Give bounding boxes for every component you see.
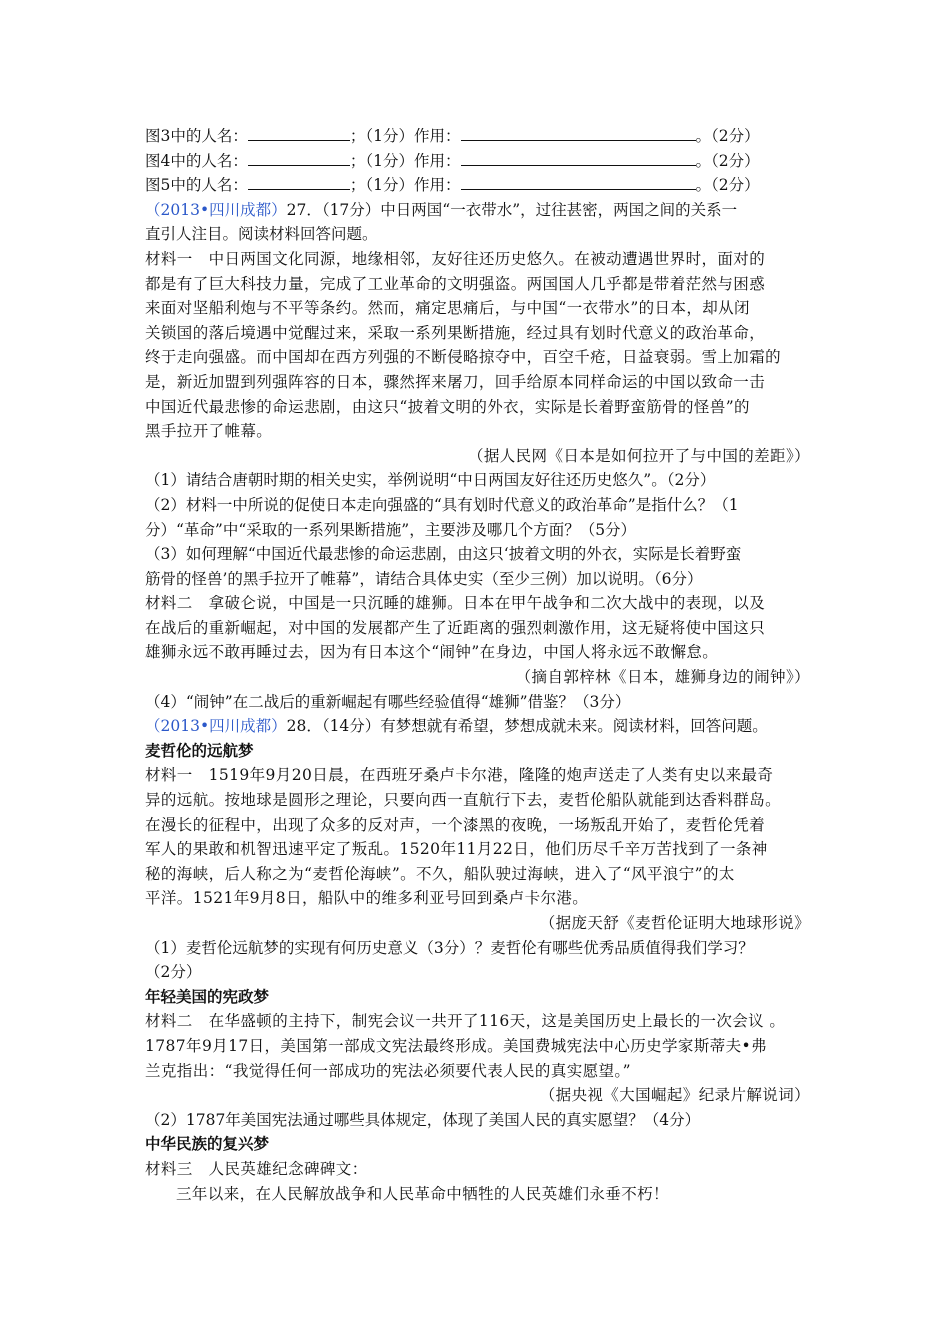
q28-question-2: （2）1787年美国宪法通过哪些具体规定，体现了美国人民的真实愿望？（4分） (145, 1110, 701, 1129)
q27-question-4: （4）“闹钟”在二战后的重新崛起有哪些经验值得“雄狮”借鉴？（3分） (145, 692, 631, 711)
q28-material2-line: 兰克指出：“我觉得任何一部成功的宪法必须要代表人民的真实愿望。” (145, 1061, 631, 1080)
effect-blank[interactable] (461, 151, 696, 166)
q28-source[interactable]: （2013•四川成都） (145, 717, 287, 736)
q27-header (145, 198, 810, 223)
q27-material2-line: 材料二 拿破仑说，中国是一只沉睡的雄狮。日本在甲午战争和二次大战中的表现，以及 (145, 594, 766, 613)
q28-material1-line: 在漫长的征程中，出现了众多的反对声，一个漆黑的夜晚，一场叛乱开始了，麦哲伦凭着 (145, 815, 766, 834)
q28-material1-line: 秘的海峡，后人称之为“麦哲伦海峡”。不久，船队驶过海峡，进入了“风平浪宁”的太 (145, 864, 735, 883)
q28-material2-line: 材料二 在华盛顿的主持下，制宪会议一共开了116天，这是美国历史上最长的一次会议 。 (145, 1012, 786, 1031)
q27-head-line2: 直引人注目。阅读材料回答问题。 (145, 225, 378, 244)
section-title: 麦哲伦的远航梦 (145, 741, 254, 760)
row-label: 图3中的人名： (145, 127, 248, 145)
fill-row (145, 124, 810, 149)
q27-material2-line: 在战后的重新崛起，对中国的发展都产生了近距离的强烈刺激作用，这无疑将使中国这只 (145, 618, 766, 637)
section-title: 年轻美国的宪政梦 (145, 987, 270, 1006)
q28-question-1: （1）麦哲伦远航梦的实现有何历史意义（3分）？麦哲伦有哪些优秀品质值得我们学习？ (145, 938, 754, 957)
q27-question: （3）如何理解“中国近代最悲惨的命运悲剧，由这只‘披着文明的外衣，实际是长着野蛮 (145, 545, 742, 564)
q27-material1-line: 都是有了巨大科技力量，完成了工业革命的文明强盗。两国国人几乎都是带着茫然与困惑 (145, 274, 766, 293)
fill-row (145, 149, 810, 174)
row-label: 图4中的人名： (145, 151, 248, 170)
document-page (145, 124, 810, 1206)
q27-material1-line: 关锁国的落后境遇中觉醒过来，采取一系列果断措施，经过具有划时代意义的政治革命， (145, 323, 766, 342)
q28-header (145, 714, 810, 739)
q27-material1-line: 终于走向强盛。而中国却在西方列强的不断侵略掠夺中，百空千疮，日益衰弱。雪上加霜的 (145, 348, 782, 367)
effect-blank[interactable] (461, 175, 696, 190)
q28-question-1-cont: （2分） (145, 963, 202, 982)
q27-material2-line: 雄狮永远不敢再睡过去，因为有日本这个“闹钟”在身边，中国人将永远不敢懈怠。 (145, 643, 719, 662)
q27-material1-line: 材料一 中日两国文化同源，地缘相邻，友好往还历史悠久。在被动遭遇世界时，面对的 (145, 249, 766, 268)
q27-question: 筋骨的怪兽’的黑手拉开了帷幕”，请结合具体史实（至少三例）加以说明。（6分） (145, 569, 703, 588)
row-end: 。（2分） (695, 127, 760, 145)
q28-material1-line: 平洋。1521年9月8日，船队中的维多利亚号回到桑卢卡尔港。 (145, 889, 589, 908)
q28-material2-source: （据央视《大国崛起》纪录片解说词） (539, 1086, 810, 1105)
q27-question: 分）“革命”中“采取的一系列果断措施”，主要涉及哪几个方面？（5分） (145, 520, 637, 539)
q28-material1-source: （据庞天舒《麦哲伦证明大地球形说》 (539, 914, 810, 932)
q28-material1-line: 军人的果敢和机智迅速平定了叛乱。1520年11月22日，他们历尽千辛万苦找到了一条神 (145, 840, 768, 859)
q27-material1-line: 来面对坚船利炮与不平等条约。然而，痛定思痛后，与中国“一衣带水”的日本，却从闭 (145, 299, 750, 318)
q27-head: 27．（17分）中日两国“一衣带水”，过往甚密，两国之间的关系一 (286, 200, 738, 219)
q27-material1-line: 是，新近加盟到列强阵容的日本，骤然挥来屠刀，回手给原本同样命运的中国以致命一击 (145, 372, 766, 391)
name-blank[interactable] (248, 151, 350, 166)
q27-question: （2）材料一中所说的促使日本走向强盛的“具有划时代意义的政治革命”是指什么？（1 (145, 495, 739, 514)
row-end: 。（2分） (695, 176, 760, 195)
q27-material1-source: （据人民网《日本是如何拉开了与中国的差距》） (467, 446, 810, 465)
q28-material3-head: 材料三 人民英雄纪念碑碑文： (145, 1159, 368, 1178)
row-sep: ；（1分）作用： (349, 151, 461, 170)
fill-row (145, 173, 810, 198)
row-sep: ；（1分）作用： (349, 127, 461, 145)
q28-material1-line: 材料一 1519年9月20日晨，在西班牙桑卢卡尔港，隆隆的炮声送走了人类有史以来最奇 (145, 766, 774, 785)
name-blank[interactable] (248, 126, 350, 141)
row-end: 。（2分） (695, 151, 760, 170)
q27-source[interactable]: （2013•四川成都） (145, 200, 287, 219)
q28-material2-line: 1787年9月17日，美国第一部成文宪法最终形成。美国费城宪法中心历史学家斯蒂夫•弗 (145, 1036, 767, 1055)
q27-material2-source: （摘自郭梓林《日本，雄狮身边的闹钟》） (515, 668, 810, 687)
name-blank[interactable] (248, 175, 350, 190)
q28-material1-line: 异的远航。按地球是圆形之理论，只要向西一直航行下去，麦哲伦船队就能到达香料群岛。 (145, 791, 782, 810)
q28-material3-body: 三年以来，在人民解放战争和人民革命中牺牲的人民英雄们永垂不朽！ (176, 1184, 669, 1203)
q27-material1-line: 中国近代最悲惨的命运悲剧，由这只“披着文明的外衣，实际是长着野蛮筋骨的怪兽”的 (145, 397, 750, 416)
row-sep: ；（1分）作用： (349, 176, 461, 195)
q27-question: （1）请结合唐朝时期的相关史实，举例说明“中日两国友好往还历史悠久”。（2分） (145, 471, 716, 490)
q28-head: 28．（14分）有梦想就有希望，梦想成就未来。阅读材料，回答问题。 (286, 717, 768, 736)
section-title: 中华民族的复兴梦 (145, 1135, 270, 1154)
row-label: 图5中的人名： (145, 176, 248, 195)
effect-blank[interactable] (461, 126, 696, 141)
q27-material1-line: 黑手拉开了帷幕。 (145, 422, 273, 441)
